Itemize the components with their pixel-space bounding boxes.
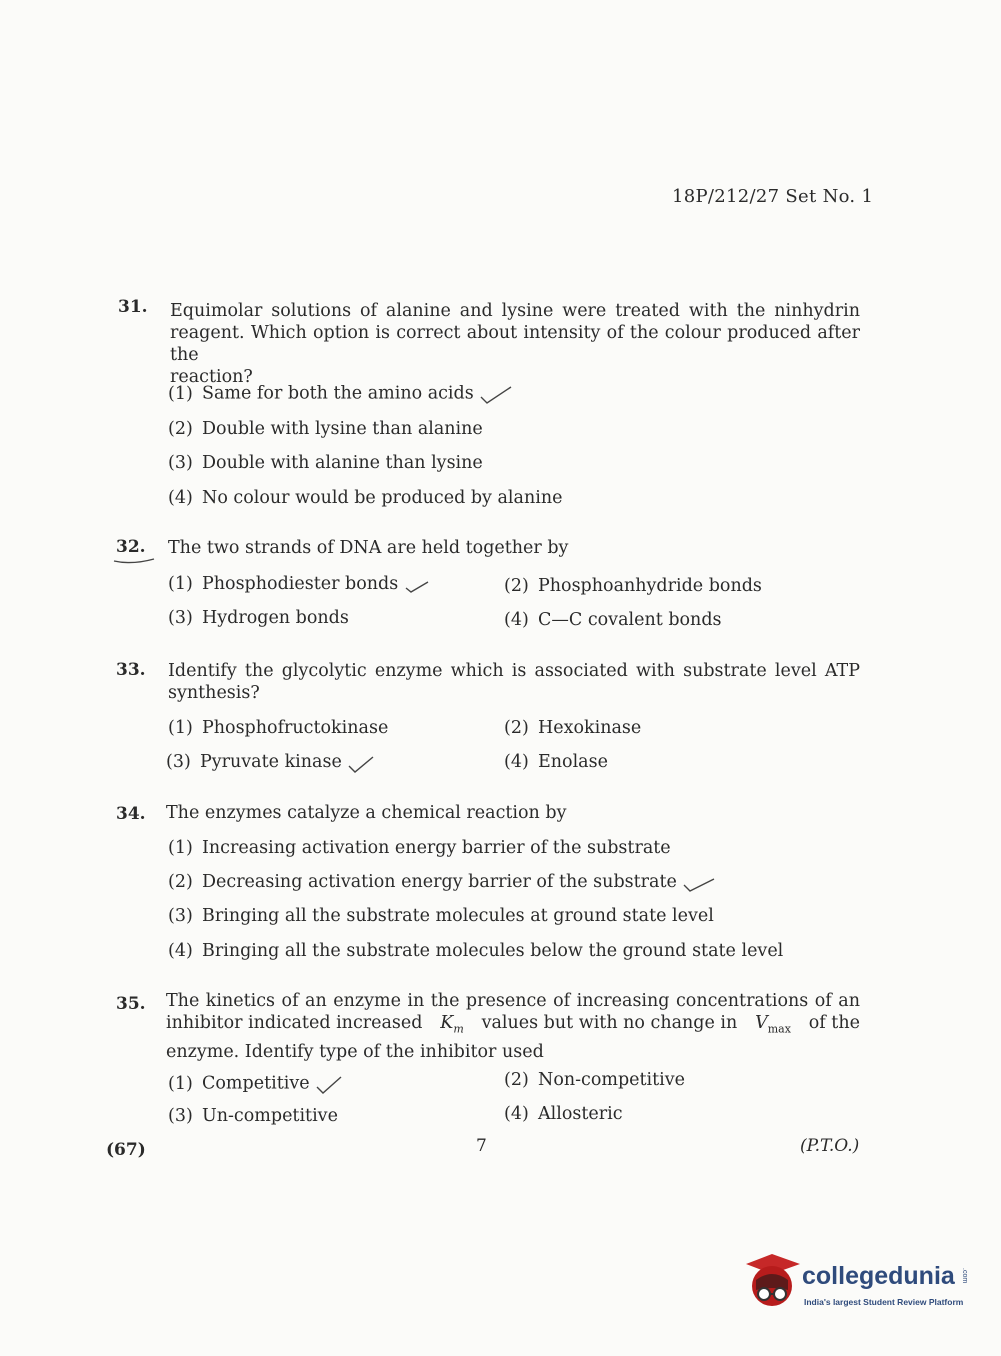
- checkmark-icon: [347, 753, 375, 773]
- booklet-code: (67): [106, 1140, 146, 1160]
- option-number: (1): [168, 574, 193, 594]
- mascot-logo-icon: [742, 1250, 804, 1312]
- option-label: Pyruvate kinase: [200, 752, 342, 772]
- km-symbol: $K_m$: [440, 1013, 464, 1036]
- option-number: (3): [168, 1106, 193, 1126]
- option[interactable]: [504, 1070, 685, 1090]
- option-label: Decreasing activation energy barrier of the substrate: [202, 872, 677, 892]
- question-line: [166, 1012, 860, 1041]
- option-number: (4): [504, 610, 529, 630]
- question-line: Identify the glycolytic enzyme which is associated with substrate level ATP: [168, 661, 860, 681]
- option-number: (1): [168, 718, 193, 738]
- option[interactable]: [168, 941, 783, 961]
- question-number: 35.: [116, 994, 146, 1014]
- question-line: enzyme. Identify type of the inhibitor used: [166, 1041, 544, 1062]
- option[interactable]: [166, 752, 375, 773]
- question-number: 34.: [116, 804, 146, 824]
- question-line: The enzymes catalyze a chemical reaction by: [166, 803, 567, 823]
- question-text: [168, 660, 860, 704]
- option[interactable]: [168, 608, 349, 628]
- option-label: Un-competitive: [202, 1106, 338, 1126]
- option-number: (3): [168, 906, 193, 926]
- option[interactable]: [168, 718, 388, 738]
- question-text: [166, 990, 860, 1063]
- option-number: (2): [168, 872, 193, 892]
- option[interactable]: [168, 419, 483, 439]
- question-number: 31.: [118, 297, 148, 317]
- option-label: Enolase: [538, 752, 608, 772]
- question-number: 32.: [116, 537, 146, 557]
- option-label: Hydrogen bonds: [202, 608, 349, 628]
- option-label: Phosphoanhydride bonds: [538, 576, 762, 596]
- vmax-symbol: $V_{max}$: [755, 1013, 791, 1036]
- checkmark-icon: [315, 1073, 343, 1095]
- checkmark-icon: [404, 576, 430, 594]
- option[interactable]: [168, 453, 483, 473]
- option[interactable]: [168, 1073, 343, 1095]
- option-label: Increasing activation energy barrier of the substrate: [202, 838, 671, 858]
- text-segment: of the: [808, 1013, 860, 1033]
- question-line: The kinetics of an enzyme in the presence of increasing concentrations of an: [166, 991, 860, 1011]
- question-text: [166, 802, 566, 824]
- option-label: Double with alanine than lysine: [202, 453, 483, 473]
- pto-note: (P.T.O.): [800, 1136, 860, 1156]
- option-label: Phosphofructokinase: [202, 718, 389, 738]
- logo-tagline: India's largest Student Review Platform: [804, 1297, 964, 1307]
- option[interactable]: [168, 872, 716, 893]
- option-number: (4): [168, 941, 193, 961]
- question-line: The two strands of DNA are held together by: [168, 538, 569, 558]
- option-label: Hexokinase: [538, 718, 642, 738]
- question-line: Equimolar solutions of alanine and lysine were treated with the ninhydrin: [170, 301, 860, 321]
- option-number: (2): [168, 419, 193, 439]
- option-label: Bringing all the substrate molecules at ground state level: [202, 906, 714, 926]
- option-number: (3): [168, 608, 193, 628]
- option[interactable]: [504, 610, 722, 630]
- option-label: Double with lysine than alanine: [202, 419, 483, 439]
- option[interactable]: [168, 838, 671, 858]
- option-number: (1): [168, 838, 193, 858]
- question-line: reaction?: [170, 367, 253, 387]
- option-label: C—C covalent bonds: [538, 610, 722, 630]
- text-segment: inhibitor indicated increased: [166, 1013, 423, 1033]
- underline-mark-icon: [112, 556, 158, 566]
- option[interactable]: [504, 576, 762, 596]
- option[interactable]: [168, 574, 430, 594]
- option-label: Same for both the amino acids: [202, 383, 474, 404]
- question-number: 33.: [116, 660, 146, 680]
- question-line: synthesis?: [168, 683, 260, 703]
- option-number: (2): [504, 1070, 529, 1090]
- option-number: (2): [504, 718, 529, 738]
- option-number: (3): [168, 453, 193, 473]
- option-number: (4): [168, 488, 193, 508]
- option[interactable]: [168, 1106, 338, 1126]
- option-number: (1): [168, 1073, 193, 1094]
- question-text: [168, 537, 568, 559]
- option-label: No colour would be produced by alanine: [202, 488, 563, 508]
- option-label: Competitive: [202, 1073, 310, 1094]
- logo-text: collegedunia: [802, 1262, 955, 1290]
- option-number: (3): [166, 752, 191, 772]
- option-number: (4): [504, 752, 529, 772]
- option[interactable]: [504, 1104, 623, 1124]
- option-label: Non-competitive: [538, 1070, 686, 1090]
- checkmark-icon: [682, 873, 716, 893]
- question-line: reagent. Which option is correct about intensity of the colour produced after the: [170, 323, 860, 365]
- option-label: Allosteric: [538, 1104, 623, 1124]
- option-number: (1): [168, 383, 193, 404]
- question-text: [170, 300, 860, 388]
- header-code: 18P/212/27 Set No. 1: [672, 186, 874, 207]
- option[interactable]: [168, 906, 714, 926]
- logo-suffix: .com: [961, 1268, 968, 1284]
- option[interactable]: [168, 488, 562, 508]
- option[interactable]: [504, 718, 641, 738]
- option[interactable]: [168, 383, 513, 405]
- option-label: Bringing all the substrate molecules below the ground state level: [202, 941, 784, 961]
- option-number: (4): [504, 1104, 529, 1124]
- option[interactable]: [504, 752, 608, 772]
- page-number: 7: [476, 1136, 487, 1156]
- option-number: (2): [504, 576, 529, 596]
- checkmark-icon: [479, 383, 513, 405]
- option-label: Phosphodiester bonds: [202, 574, 399, 594]
- text-segment: values but with no change in: [481, 1013, 738, 1033]
